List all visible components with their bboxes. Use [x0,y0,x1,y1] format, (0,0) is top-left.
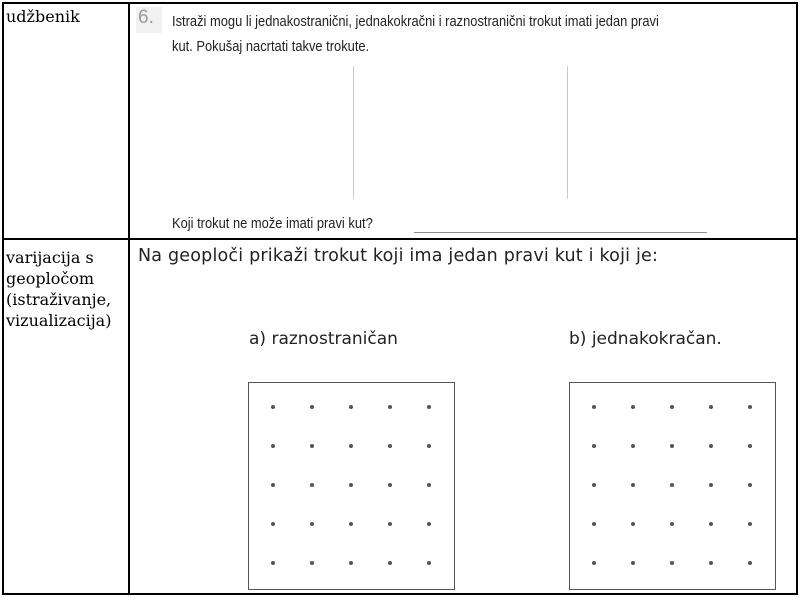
geoboard-peg[interactable] [349,522,353,526]
geoboard-peg[interactable] [427,561,431,565]
geoboard-peg[interactable] [388,405,392,409]
option-label-b: b) jednakokračan. [569,329,722,349]
geoboard-peg[interactable] [271,522,275,526]
geoboard-peg[interactable] [709,483,713,487]
geoboard-peg[interactable] [631,561,635,565]
geoboard-peg[interactable] [709,444,713,448]
option-label-a: a) raznostraničan [249,329,398,349]
geoboard-peg[interactable] [427,483,431,487]
question-text: Koji trokut ne može imati pravi kut? [172,215,373,232]
table-border-bottom [2,593,798,595]
geoboard-peg[interactable] [310,444,314,448]
geoboard-peg[interactable] [427,444,431,448]
geoboard-peg[interactable] [349,483,353,487]
geoboard-peg[interactable] [709,522,713,526]
geoboard-peg[interactable] [310,561,314,565]
answer-line[interactable] [414,232,707,233]
drawing-area-divider [353,66,354,199]
geoboard-peg[interactable] [592,561,596,565]
geoboard-peg[interactable] [670,444,674,448]
table-border-left [2,2,4,595]
geoboard-peg[interactable] [748,561,752,565]
geoboard-peg[interactable] [271,561,275,565]
geoboard-peg[interactable] [670,405,674,409]
geoboard-peg[interactable] [427,522,431,526]
geoboard-peg[interactable] [631,483,635,487]
geoboard-peg[interactable] [748,483,752,487]
drawing-area-divider [567,66,568,199]
instruction-text: Na geoploči prikaži trokut koji ima jedan pravi kut i koji je: [138,246,659,266]
table-border-top [2,2,798,4]
geoboard-a[interactable] [248,382,455,590]
table-border-right [796,2,798,595]
geoboard-b[interactable] [569,382,776,590]
geoboard-peg[interactable] [310,405,314,409]
task-text-line: Istraži mogu li jednakostranični, jednakokračni i raznostranični trokut imati jedan pravi [172,13,659,30]
geoboard-peg[interactable] [388,522,392,526]
task-number: 6. [136,7,162,33]
geoboard-peg[interactable] [592,444,596,448]
geoboard-peg[interactable] [310,522,314,526]
geoboard-peg[interactable] [388,444,392,448]
row-label-line: vizualizacija) [6,311,112,330]
geoboard-peg[interactable] [349,405,353,409]
task-text-line: kut. Pokušaj nacrtati takve trokute. [172,38,370,55]
geoboard-peg[interactable] [427,405,431,409]
geoboard-peg[interactable] [592,483,596,487]
geoboard-peg[interactable] [271,405,275,409]
row-label-line: (istraživanje, [6,290,112,309]
geoboard-peg[interactable] [310,483,314,487]
row-divider [2,238,798,240]
row-label-line: udžbenik [6,7,80,26]
geoboard-peg[interactable] [592,522,596,526]
task-text [172,9,688,59]
geoboard-peg[interactable] [709,561,713,565]
geoboard-peg[interactable] [271,444,275,448]
row-label-udzbenik [6,6,80,27]
geoboard-peg[interactable] [592,405,596,409]
geoboard-peg[interactable] [670,483,674,487]
geoboard-peg[interactable] [631,444,635,448]
geoboard-peg[interactable] [670,522,674,526]
row-label-line: geopločom [6,269,95,288]
row-label-line: varijacija s [6,248,94,267]
geoboard-peg[interactable] [631,522,635,526]
column-divider [128,2,130,595]
geoboard-peg[interactable] [388,483,392,487]
geoboard-peg[interactable] [670,561,674,565]
geoboard-peg[interactable] [748,444,752,448]
geoboard-peg[interactable] [709,405,713,409]
geoboard-peg[interactable] [349,561,353,565]
geoboard-peg[interactable] [748,405,752,409]
geoboard-peg[interactable] [271,483,275,487]
geoboard-peg[interactable] [349,444,353,448]
geoboard-peg[interactable] [631,405,635,409]
geoboard-peg[interactable] [748,522,752,526]
row-label-variation [6,247,111,331]
geoboard-peg[interactable] [388,561,392,565]
